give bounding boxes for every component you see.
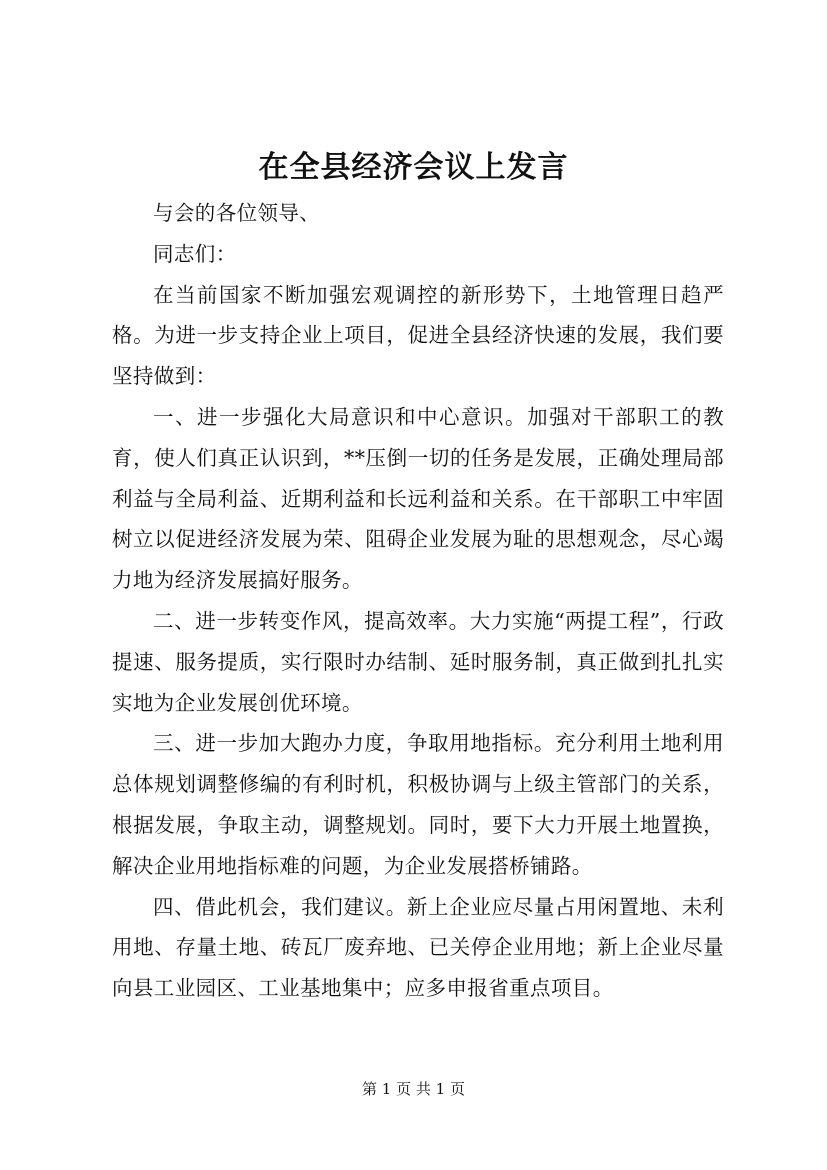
paragraph-point-4: 四、借此机会，我们建议。新上企业应尽量占用闲置地、未利用地、存量土地、砖瓦厂废弃地、已关停企业用地；新上企业尽量向县工业园区、工业基地集中；应多申报省重点项目。 [112, 894, 724, 1001]
salutation-line: 与会的各位领导、 [153, 201, 321, 225]
document-title: 在全县经济会议上发言 [258, 150, 569, 185]
document-body [112, 193, 724, 1009]
paragraph-intro: 在当前国家不断加强宏观调控的新形势下，土地管理日趋严格。为进一步支持企业上项目，促进全县经济快速的发展，我们要坚持做到： [112, 282, 724, 389]
salutation-line: 同志们： [153, 241, 237, 266]
page-footer: 第 1 页 共 1 页 [362, 1080, 465, 1098]
paragraph-point-2: 二、进一步转变作风，提高效率。大力实施“两提工程”，行政提速、服务提质，实行限时办结制、延时服务制，真正做到扎扎实实地为企业发展创优环境。 [112, 608, 724, 715]
paragraph-point-3: 三、进一步加大跑办力度，争取用地指标。充分利用土地利用总体规划调整修编的有利时机，积极协调与上级主管部门的关系，根据发展，争取主动，调整规划。同时，要下大力开展土地置换，解决企业用地指标难的问题，为企业发展搭桥铺路。 [112, 731, 724, 878]
paragraph-point-1: 一、进一步强化大局意识和中心意识。加强对干部职工的教育，使人们真正认识到，**压倒一切的任务是发展，正确处理局部利益与全局利益、近期利益和长远利益和关系。在干部职工中牢固树立以促进经济发展为荣、阻碍企业发展为耻的思想观念，尽心竭力地为经济发展搞好服务。 [112, 404, 724, 593]
